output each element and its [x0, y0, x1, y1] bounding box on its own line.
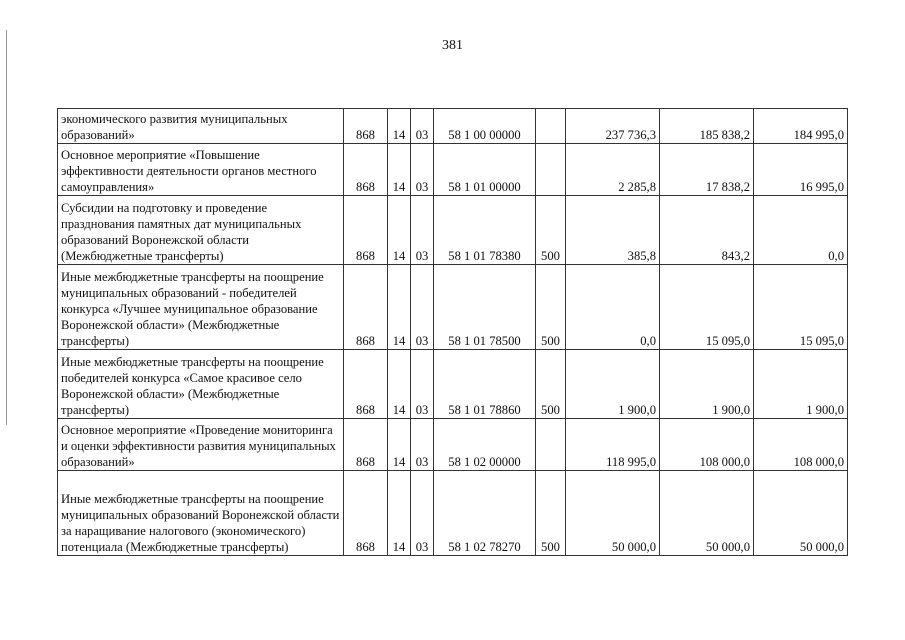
page-edge-line: [6, 30, 7, 425]
row-year3: 15 095,0: [754, 265, 848, 350]
row-name: Основное мероприятие «Проведение мониторинга и оценки эффективности развития муниципальных образований»: [58, 419, 344, 471]
table-row: [58, 144, 848, 196]
row-gr: 868: [344, 350, 388, 419]
row-pr: 03: [411, 419, 434, 471]
row-pr: 03: [411, 350, 434, 419]
row-name: Иные межбюджетные трансферты на поощрение муниципальных образований - победителей конкурса «Лучшее муниципальное образование Воронежской области» (Межбюджетные трансферты): [58, 265, 344, 350]
row-rz: 14: [388, 350, 411, 419]
table-row: [58, 196, 848, 265]
row-year1: 2 285,8: [566, 144, 660, 196]
row-year3: 16 995,0: [754, 144, 848, 196]
row-vr: 500: [536, 350, 566, 419]
row-rz: 14: [388, 471, 411, 556]
row-rz: 14: [388, 144, 411, 196]
row-csr: 58 1 02 00000: [434, 419, 536, 471]
table-row: [58, 109, 848, 144]
row-year2: 843,2: [660, 196, 754, 265]
row-pr: 03: [411, 109, 434, 144]
row-year1: 118 995,0: [566, 419, 660, 471]
row-vr: 500: [536, 471, 566, 556]
table-row: [58, 265, 848, 350]
row-year3: 0,0: [754, 196, 848, 265]
row-year3: 50 000,0: [754, 471, 848, 556]
row-name: Субсидии на подготовку и проведение празднования памятных дат муниципальных образований Воронежской области (Межбюджетные трансферты): [58, 196, 344, 265]
row-year2: 17 838,2: [660, 144, 754, 196]
row-csr: 58 1 01 78380: [434, 196, 536, 265]
row-gr: 868: [344, 196, 388, 265]
row-pr: 03: [411, 144, 434, 196]
row-gr: 868: [344, 265, 388, 350]
budget-table: [57, 108, 848, 556]
row-gr: 868: [344, 109, 388, 144]
row-csr: 58 1 01 78500: [434, 265, 536, 350]
row-rz: 14: [388, 196, 411, 265]
table-row: [58, 419, 848, 471]
row-gr: 868: [344, 471, 388, 556]
row-csr: 58 1 02 78270: [434, 471, 536, 556]
row-vr: [536, 144, 566, 196]
row-rz: 14: [388, 265, 411, 350]
row-csr: 58 1 00 00000: [434, 109, 536, 144]
row-name: Иные межбюджетные трансферты на поощрение победителей конкурса «Самое красивое село Воронежской области» (Межбюджетные трансферты): [58, 350, 344, 419]
row-year1: 0,0: [566, 265, 660, 350]
row-year2: 1 900,0: [660, 350, 754, 419]
row-name: Основное мероприятие «Повышение эффективности деятельности органов местного самоуправления»: [58, 144, 344, 196]
row-name: Иные межбюджетные трансферты на поощрение муниципальных образований Воронежской области за наращивание налогового (экономического) потенциала (Межбюджетные трансферты): [58, 471, 344, 556]
row-year1: 237 736,3: [566, 109, 660, 144]
row-vr: 500: [536, 196, 566, 265]
row-year2: 15 095,0: [660, 265, 754, 350]
row-csr: 58 1 01 78860: [434, 350, 536, 419]
row-pr: 03: [411, 196, 434, 265]
row-vr: [536, 109, 566, 144]
row-year3: 1 900,0: [754, 350, 848, 419]
row-pr: 03: [411, 471, 434, 556]
row-gr: 868: [344, 419, 388, 471]
table-row: [58, 350, 848, 419]
row-pr: 03: [411, 265, 434, 350]
row-year3: 108 000,0: [754, 419, 848, 471]
row-year2: 185 838,2: [660, 109, 754, 144]
row-year1: 385,8: [566, 196, 660, 265]
row-rz: 14: [388, 109, 411, 144]
row-year3: 184 995,0: [754, 109, 848, 144]
row-vr: 500: [536, 265, 566, 350]
row-year1: 1 900,0: [566, 350, 660, 419]
row-year2: 50 000,0: [660, 471, 754, 556]
row-gr: 868: [344, 144, 388, 196]
row-year2: 108 000,0: [660, 419, 754, 471]
row-vr: [536, 419, 566, 471]
row-name: экономического развития муниципальных образований»: [58, 109, 344, 144]
row-rz: 14: [388, 419, 411, 471]
table-row: [58, 471, 848, 556]
row-csr: 58 1 01 00000: [434, 144, 536, 196]
page-number: 381: [442, 38, 463, 53]
row-year1: 50 000,0: [566, 471, 660, 556]
